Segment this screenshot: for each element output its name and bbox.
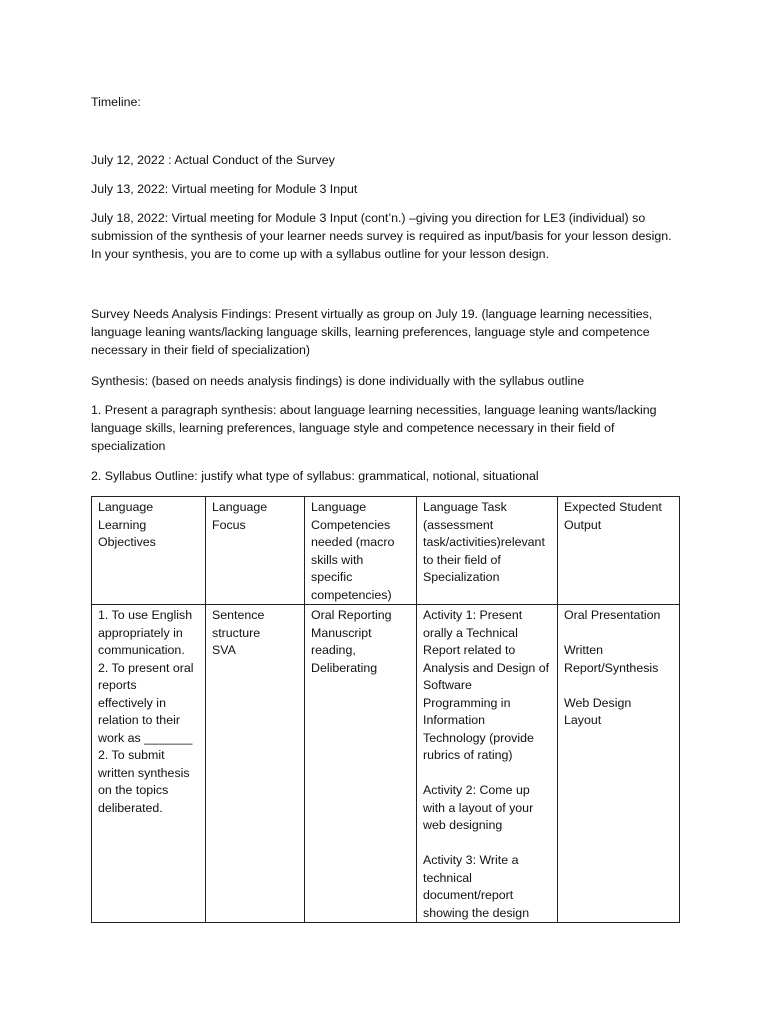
timeline-entry: July 12, 2022 : Actual Conduct of the Survey bbox=[91, 153, 335, 167]
instruction-item-1: 1. Present a paragraph synthesis: about language learning necessities, language leaning wants/lacking language skills, learning preferences, language style and competence necessary in their field of specialization bbox=[91, 403, 657, 453]
syllabus-table bbox=[91, 496, 680, 923]
table-cell: 1. To use English appropriately in communication. 2. To present oral reports effectively in relation to their work as _______ 2. To submit written synthesis on the topics deliberated. bbox=[92, 605, 206, 923]
table-cell: Sentence structure SVA bbox=[206, 605, 305, 923]
table-cell: Oral Reporting Manuscript reading, Deliberating bbox=[305, 605, 417, 923]
table-header-cell: Language Learning Objectives bbox=[92, 497, 206, 605]
table-header-cell: Expected Student Output bbox=[558, 497, 680, 605]
findings-paragraph: Survey Needs Analysis Findings: Present virtually as group on July 19. (language learning necessities, language leaning wants/lacking language skills, learning preferences, language style and competence necessary in their field of specialization) bbox=[91, 307, 653, 357]
instruction-item-2: 2. Syllabus Outline: justify what type of syllabus: grammatical, notional, situational bbox=[91, 469, 539, 483]
timeline-label: Timeline: bbox=[91, 95, 141, 109]
table-header-row bbox=[92, 497, 680, 605]
table-header-cell: Language Task (assessment task/activities)relevant to their field of Specialization bbox=[417, 497, 558, 605]
table-cell: Oral Presentation Written Report/Synthesis Web Design Layout bbox=[558, 605, 680, 923]
table-header-cell: Language Competencies needed (macro skills with specific competencies) bbox=[305, 497, 417, 605]
table-row bbox=[92, 605, 680, 923]
timeline-entry: July 18, 2022: Virtual meeting for Module 3 Input (cont’n.) –giving you direction for LE3 (individual) so submission of the synthesis of your learner needs survey is required as input/basis for your lesson design. In your synthesis, you are to come up with a syllabus outline for your lesson design. bbox=[91, 211, 672, 261]
table-header-cell: Language Focus bbox=[206, 497, 305, 605]
synthesis-intro: Synthesis: (based on needs analysis findings) is done individually with the syllabus outline bbox=[91, 374, 585, 388]
table-cell: Activity 1: Present orally a Technical Report related to Analysis and Design of Software Programming in Information Technology (provide rubrics of rating) Activity 2: Come up with a layout of your web designing Activity 3: Write a technical document/report showing the design bbox=[417, 605, 558, 923]
timeline-entry: July 13, 2022: Virtual meeting for Module 3 Input bbox=[91, 182, 358, 196]
